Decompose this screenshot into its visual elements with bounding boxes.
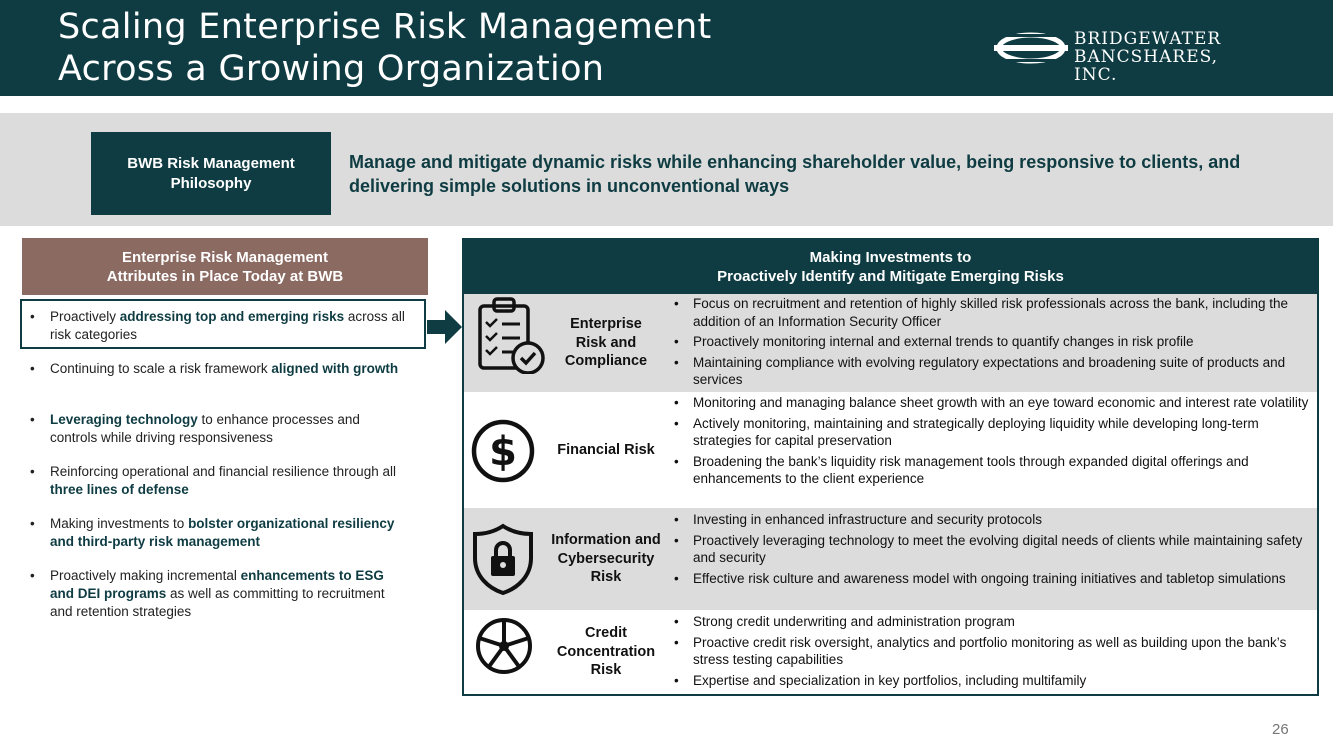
page-number: 26 — [1272, 721, 1289, 738]
risk-row-cybersecurity — [464, 508, 1317, 610]
bullet-dot: • — [30, 309, 35, 324]
risk-item — [674, 613, 1314, 631]
bullet-dot: • — [674, 532, 679, 548]
bullet-dot: • — [30, 412, 35, 427]
label-line: Risk and — [575, 334, 637, 351]
label-line: Risk — [590, 662, 622, 679]
risk-row-label — [544, 392, 668, 508]
item-text: Reinforcing operational and financial resilience through all — [50, 464, 396, 479]
risk-item-text: Investing in enhanced infrastructure and security protocols — [693, 512, 1042, 527]
philosophy-label-line-1: BWB Risk Management — [127, 154, 295, 172]
bullet-dot: • — [30, 361, 35, 376]
risk-item — [674, 532, 1314, 567]
philosophy-label-line-2: Philosophy — [170, 174, 252, 192]
risk-row-items — [674, 394, 1314, 488]
label-line: Cybersecurity — [557, 550, 655, 567]
risk-item-text: Actively monitoring, maintaining and strategically deploying liquidity while developing long-term strategies for capital preservation — [693, 415, 1259, 448]
left-heading-line-1: Enterprise Risk Management — [122, 248, 328, 266]
risk-item-text: Proactively leveraging technology to meet the evolving digital needs of clients while maintaining safety and security — [693, 532, 1303, 565]
risk-item-text: Monitoring and managing balance sheet growth with an eye toward economic and interest rate volatility — [693, 395, 1309, 410]
risk-item — [674, 333, 1314, 351]
logo-text-line-2: BANCSHARES, INC. — [1074, 47, 1219, 85]
risk-item — [674, 453, 1314, 488]
risk-row-credit — [464, 610, 1317, 694]
left-list-item — [30, 308, 410, 344]
bullet-dot: • — [674, 570, 679, 586]
left-list-item — [30, 567, 410, 621]
risk-item — [674, 634, 1314, 669]
label-line: Risk — [590, 569, 622, 586]
item-text: across all risk categories — [50, 309, 405, 342]
right-heading-line-1: Making Investments to — [809, 249, 972, 266]
item-text: Proactively — [50, 309, 120, 324]
risk-row-label — [544, 508, 668, 610]
bullet-dot: • — [30, 568, 35, 583]
risk-row-financial — [464, 392, 1317, 508]
pie-wheel-icon — [474, 616, 534, 676]
label-line: Credit — [585, 625, 627, 642]
risk-row-items — [674, 613, 1314, 689]
risk-item-text: Broadening the bank’s liquidity risk management tools through expanded digital offerings and enhancements to the client experience — [693, 453, 1249, 486]
label-line: Financial Risk — [557, 441, 655, 458]
item-text: Making investments to — [50, 516, 189, 531]
svg-text:$: $ — [489, 429, 517, 475]
risk-item-text: Effective risk culture and awareness model with ongoing training initiatives and tabletop simulations — [693, 570, 1286, 586]
bullet-dot: • — [674, 614, 679, 629]
bullet-dot: • — [674, 512, 679, 527]
bullet-dot: • — [674, 415, 679, 431]
philosophy-statement: Manage and mitigate dynamic risks while enhancing shareholder value, being responsive to clients, and delivering simple solutions in unconventional ways — [349, 152, 1241, 196]
risk-item-text: Focus on recruitment and retention of highly skilled risk professionals across the bank, including the addition of an Information Security Officer — [693, 296, 1289, 329]
item-text: Proactively making incremental — [50, 568, 241, 583]
dollar-circle-icon — [470, 418, 536, 484]
left-section-heading — [22, 238, 428, 295]
risk-item — [674, 511, 1314, 529]
philosophy-label — [91, 132, 331, 215]
bullet-dot: • — [674, 672, 679, 688]
bullet-dot: • — [30, 464, 35, 479]
risk-item-text: Proactive credit risk oversight, analytics and portfolio monitoring as well as building upon the bank’s stress testing capabilities — [693, 634, 1287, 667]
risk-item — [674, 570, 1314, 588]
risk-item — [674, 295, 1314, 330]
clipboard-check-icon — [472, 296, 548, 374]
risk-row-enterprise — [464, 294, 1317, 392]
bullet-dot: • — [674, 395, 679, 410]
item-bold-text: addressing top and emerging risks — [119, 309, 345, 324]
risk-row-items — [674, 511, 1314, 587]
company-logo — [994, 28, 1264, 85]
label-line: Concentration — [556, 643, 656, 660]
header-bar — [0, 0, 1333, 96]
bullet-dot: • — [674, 354, 679, 370]
risk-item — [674, 672, 1314, 690]
risk-item-text: Proactively monitoring internal and external trends to quantify changes in risk profile — [693, 334, 1194, 349]
left-list-item — [30, 411, 410, 447]
label-line: Information and — [551, 532, 661, 549]
item-bold-text: enhancements to ESG and DEI programs — [50, 568, 384, 601]
arrow-right-icon — [427, 307, 463, 347]
left-list-item — [30, 515, 410, 551]
bullet-dot: • — [674, 453, 679, 469]
bullet-dot: • — [30, 516, 35, 531]
risk-item — [674, 394, 1314, 412]
left-list-item — [30, 360, 410, 378]
bullet-dot: • — [674, 296, 679, 311]
title-line-1: Scaling Enterprise Risk Management — [58, 7, 712, 47]
logo-emblem-icon — [994, 28, 1068, 68]
shield-lock-icon — [470, 522, 536, 596]
logo-text-line-1: BRIDGEWATER — [1074, 29, 1222, 49]
item-text: as well as committing to recruitment and retention strategies — [50, 586, 385, 619]
title-line-2: Across a Growing Organization — [58, 49, 605, 89]
item-text: Continuing to scale a risk framework — [50, 361, 272, 376]
item-bold-text: aligned with growth — [271, 361, 399, 376]
item-bold-text: bolster organizational resiliency and third-party risk management — [50, 516, 395, 549]
label-line: Compliance — [564, 353, 648, 370]
right-heading-line-2: Proactively Identify and Mitigate Emerging Risks — [717, 268, 1064, 285]
risk-item-text: Expertise and specialization in key portfolios, including multifamily — [693, 672, 1087, 688]
risk-row-label — [544, 610, 668, 694]
risk-item — [674, 415, 1314, 450]
page-title — [58, 6, 711, 90]
item-bold-text: three lines of defense — [50, 482, 189, 497]
risk-row-label — [544, 294, 668, 392]
item-bold-text: Leveraging technology — [50, 412, 198, 427]
left-list-item — [30, 463, 410, 499]
left-heading-line-2: Attributes in Place Today at BWB — [106, 267, 344, 285]
risk-item-text: Maintaining compliance with evolving regulatory expectations and broadening suite of products and services — [693, 354, 1286, 387]
bullet-dot: • — [674, 334, 679, 349]
risk-row-items — [674, 295, 1314, 389]
risk-item — [674, 354, 1314, 389]
bullet-dot: • — [674, 634, 679, 650]
label-line: Enterprise — [570, 316, 642, 333]
right-section-heading — [464, 240, 1317, 294]
item-text: to enhance processes and controls while driving responsiveness — [50, 412, 360, 445]
risk-item-text: Strong credit underwriting and administration program — [693, 614, 1015, 629]
